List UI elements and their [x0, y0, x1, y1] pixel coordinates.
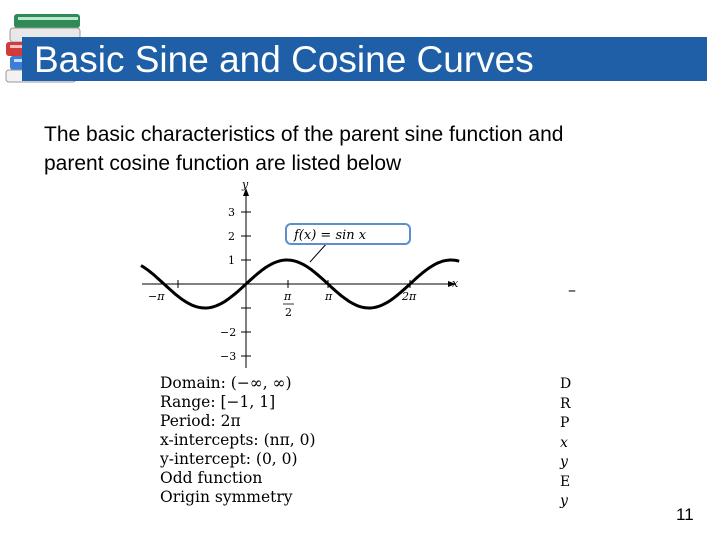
intro-line-1: The basic characteristics of the parent sine function and	[44, 123, 564, 146]
cropped-letter: D	[560, 376, 572, 392]
y-tick-3: 3	[228, 206, 235, 219]
x-tick-pi-over-2-den: 2	[285, 306, 292, 319]
y-axis-label: y	[242, 180, 249, 191]
intro-text	[44, 120, 664, 178]
property-period: Period: 2π	[160, 412, 241, 430]
property-y-intercept: y-intercept: (0, 0)	[160, 450, 298, 468]
properties-list	[160, 374, 316, 507]
property-odd-function: Odd function	[160, 469, 263, 487]
x-tick-neg-pi: −π	[148, 290, 165, 303]
cropped-letter: E	[560, 473, 571, 490]
intro-line-2: parent cosine function are listed below	[44, 152, 402, 175]
cropped-letter: y	[560, 454, 568, 470]
y-tick-neg2: −2	[220, 326, 237, 339]
x-tick-pi: π	[325, 290, 333, 303]
y-tick-1: 1	[228, 254, 235, 267]
cropped-letter: R	[560, 395, 571, 412]
cropped-mark: –	[568, 280, 576, 299]
function-label: f(x) = sin x	[294, 228, 367, 243]
y-tick-2: 2	[228, 230, 235, 243]
x-axis-label: x	[452, 277, 459, 290]
property-x-intercepts: x-intercepts: (nπ, 0)	[160, 431, 316, 449]
sine-graph	[140, 180, 470, 370]
property-symmetry: Origin symmetry	[160, 488, 293, 506]
x-tick-pi-over-2-num: π	[284, 290, 292, 303]
property-range: Range: [−1, 1]	[160, 393, 276, 411]
property-domain: Domain: (−∞, ∞)	[160, 374, 292, 392]
y-tick-neg3: −3	[220, 350, 237, 363]
cropped-letter: x	[560, 434, 568, 451]
x-tick-2pi: 2π	[402, 290, 417, 303]
cropped-letter: y	[560, 493, 568, 509]
cropped-column	[560, 375, 571, 512]
page-number: 11	[676, 505, 694, 524]
cropped-letter: P	[560, 415, 570, 431]
slide-title: Basic Sine and Cosine Curves	[34, 39, 534, 80]
